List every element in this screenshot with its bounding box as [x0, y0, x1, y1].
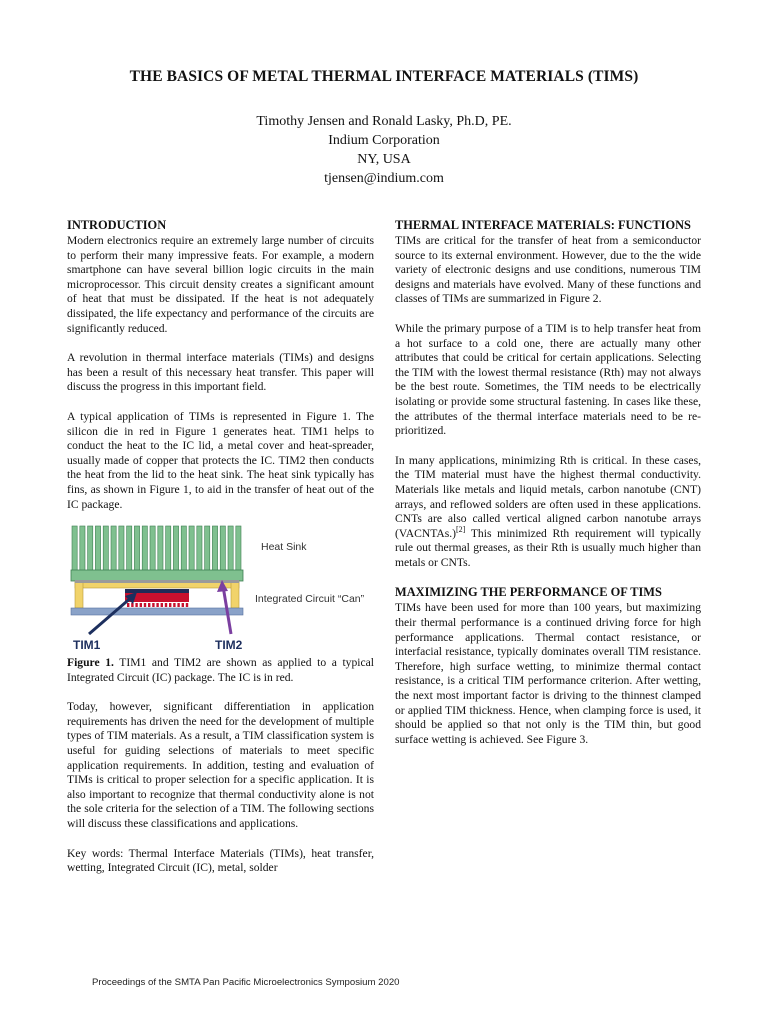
heat-sink-fin: [72, 526, 77, 571]
heat-sink-fin: [150, 526, 155, 571]
heat-sink-fin: [142, 526, 147, 571]
functions-paragraph-2: While the primary purpose of a TIM is to help transfer heat from a hot surface to a cold one, there are actually many other attributes that could be critical for certain applications. Selecting the TIM with the lowest thermal resistance (Rth) may not always be the best route. Sometimes, the TIM needs to be electrically isolating or provide some structural fastening. In cases like these, the attributes of the thermal interface materials need to be re-prioritized.: [395, 321, 701, 438]
heat-sink-fin: [119, 526, 124, 571]
solder-bump: [131, 603, 133, 607]
right-column: [395, 218, 701, 762]
ic-lid-right-wall: [231, 582, 239, 608]
tim1-label: TIM1: [73, 638, 101, 653]
heat-sink-fin: [205, 526, 210, 571]
author-location: NY, USA: [357, 152, 411, 167]
solder-bump: [127, 603, 129, 607]
heat-sink-fin: [166, 526, 171, 571]
ic-lid-left-wall: [75, 582, 83, 608]
heat-sink-fin: [212, 526, 217, 571]
solder-bump: [161, 603, 163, 607]
paper-title: THE BASICS OF METAL THERMAL INTERFACE MATERIALS (TIMS): [129, 68, 639, 85]
heat-sink-fin: [103, 526, 108, 571]
heat-sink-fin: [88, 526, 93, 571]
left-column: [67, 218, 374, 891]
intro-paragraph-3: A typical application of TIMs is represented in Figure 1. The silicon die in red in Figure 1 generates heat. TIM1 helps to conduct the heat to the IC lid, a metal cover and heat-spreader, usually made of copper that protects the IC. TIM2 then conducts the heat from the lid to the heat sink. The heat sink typically has fins, as shown in Figure 1, to aid in the transfer of heat out of the IC package.: [67, 409, 374, 511]
functions-paragraph-3-text: In many applications, minimizing Rth is critical. In these cases, the TIM material must have the highest thermal conductivity. Materials like metals and liquid metals, carbon nanotube (CNT) arrays, and reflowed solders are often used in these applications. CNTs are also called vertical aligned carbon nanotube arrays (VACNTAs.): [395, 453, 701, 540]
solder-bump: [182, 603, 184, 607]
performance-paragraph: TIMs have been used for more than 100 years, but maximizing their thermal performance is a continued driving force for high performance applications. Thermal contact resistance, or interfacial resistance, typically dominates overall TIM resistance. Therefore, high surface wetting, to minimize thermal contact resistance, is a critical TIM performance criterion. After wetting, the next most important factor is driving to the thinnest clamped or applied TIM thickness. Hence, when clamping force is used, it should be applied so that not only is the TIM thin, but good surface wetting is achieved. See Figure 3.: [395, 601, 701, 746]
solder-bump: [156, 603, 158, 607]
tim2-layer: [75, 580, 239, 583]
solder-bump: [135, 603, 137, 607]
intro-paragraph-2: A revolution in thermal interface materials (TIMs) and designs has been a result of this necessary heat transfer. This paper will discuss the progress in this important field.: [67, 351, 374, 394]
heat-sink-fin: [95, 526, 100, 571]
solder-bump: [140, 603, 142, 607]
keywords: Key words: Thermal Interface Materials (TIMs), heat transfer, wetting, Integrated Circuit (IC), metal, solder: [67, 846, 374, 875]
integrated-circuit-label: Integrated Circuit “Can”: [255, 593, 365, 606]
solder-bump: [165, 603, 167, 607]
heat-sink-fins: [72, 526, 241, 571]
heat-sink-fin: [173, 526, 178, 571]
author-names: Timothy Jensen and Ronald Lasky, Ph.D, PE.: [256, 114, 512, 129]
heat-sink-fin: [127, 526, 132, 571]
solder-bump: [169, 603, 171, 607]
heat-sink-fin: [228, 526, 233, 571]
figure-1: [67, 524, 374, 656]
heat-sink-fin: [134, 526, 139, 571]
heat-sink-fin: [158, 526, 163, 571]
functions-paragraph-3: [395, 454, 701, 571]
caption-label: Figure 1.: [67, 656, 114, 670]
tim1-layer: [125, 589, 189, 593]
heat-sink-fin: [111, 526, 116, 571]
heat-sink-fin: [189, 526, 194, 571]
substrate: [71, 608, 243, 615]
reference-2[interactable]: [2]: [456, 524, 466, 534]
heat-sink-base: [71, 570, 243, 581]
author-block: [40, 112, 728, 188]
functions-heading: THERMAL INTERFACE MATERIALS: FUNCTIONS: [395, 218, 691, 232]
performance-heading: MAXIMIZING THE PERFORMANCE OF TIMS: [395, 585, 662, 600]
solder-bump: [152, 603, 154, 607]
intro-paragraph-4: Today, however, significant differentiation in application requirements has driven the need for the development of multiple types of TIM materials. As a result, a TIM classification system is useful for guiding selections of materials to meet specific application requirements. In addition, testing and evaluation of TIMs is critical to proper selection for a specific application. It is also important to recognize that thermal conductivity alone is not the sole criteria for the selection of a TIM. The following sections will discuss these classifications and applications.: [67, 700, 374, 831]
intro-paragraph-1: Modern electronics require an extremely large number of circuits to perform their many impressive feats. For example, a modern smartphone can have several billion logic circuits in the main microprocessor. This circuit density creates a significant amount of heat that must be dissipated. If the heat is not adequately dissipated, the life expectancy and performance of the circuits are significantly reduced.: [67, 234, 374, 335]
heat-sink-label: Heat Sink: [261, 541, 307, 554]
author-email[interactable]: tjensen@indium.com: [324, 171, 444, 186]
heat-sink-fin: [236, 526, 241, 571]
introduction-heading: INTRODUCTION: [67, 218, 167, 232]
solder-bump: [177, 603, 179, 607]
solder-bump: [186, 603, 188, 607]
functions-paragraph-3-cont: This minimized Rth requirement will typically rule out thermal greases, as their Rth is usually much higher than metals or CNTs.: [395, 526, 701, 569]
solder-bumps: [127, 603, 188, 607]
heat-sink-fin: [181, 526, 186, 571]
solder-bump: [148, 603, 150, 607]
solder-bump: [173, 603, 175, 607]
tim2-label: TIM2: [215, 638, 243, 653]
figure-1-diagram: [67, 524, 374, 656]
heat-sink-fin: [80, 526, 85, 571]
figure-1-caption: [67, 656, 374, 685]
functions-paragraph-1: TIMs are critical for the transfer of heat from a semiconductor source to its external environment. However, due to the the wide variety of electronic designs and use conditions, numerous TIM designs and materials have evolved. Many of these functions and classes of TIMs are summarized in Figure 2.: [395, 234, 701, 306]
heat-sink-fin: [197, 526, 202, 571]
author-organization: Indium Corporation: [328, 133, 440, 148]
heat-sink-fin: [220, 526, 225, 571]
caption-text: TIM1 and TIM2 are shown as applied to a typical Integrated Circuit (IC) package. The IC is in red.: [67, 656, 374, 684]
page-footer: Proceedings of the SMTA Pan Pacific Microelectronics Symposium 2020: [92, 977, 400, 988]
solder-bump: [144, 603, 146, 607]
